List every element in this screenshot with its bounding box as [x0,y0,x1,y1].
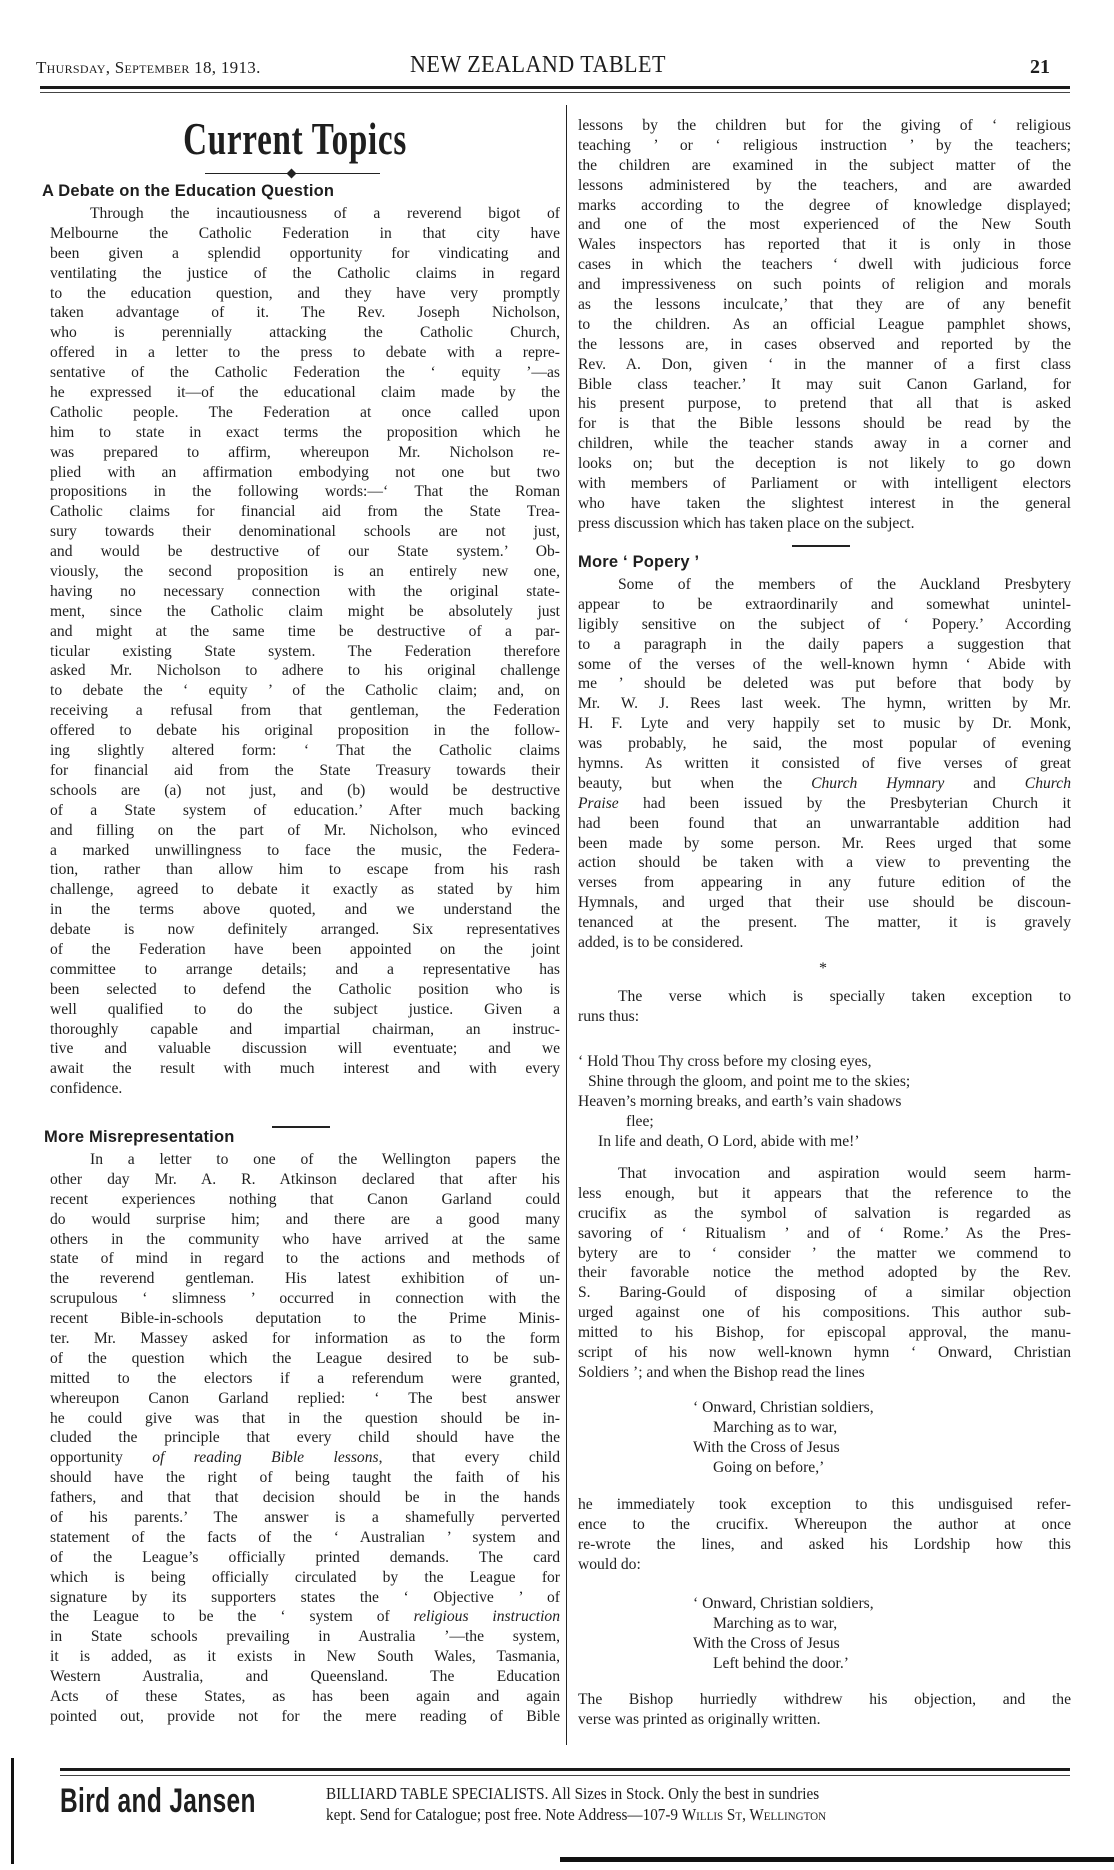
text-line: with members of Parliament or with intelligent electors [578,475,1071,493]
text-line: thoroughly capable and impartial chairman, an instruc- [50,1020,560,1038]
text-line: In a letter to one of the Wellington papers the [90,1151,560,1168]
text-line: That invocation and aspiration would seem harm- [618,1165,1071,1182]
text-line: re-wrote the lines, and asked his Lordship how this [578,1535,1071,1553]
text-line: marks according to the degree of knowledge displayed; [578,196,1071,214]
text-line: receiving a refusal from that gentleman, the Federation [50,702,560,720]
text-line: confidence. [50,1080,123,1098]
text-line: Hymnals, and urged that their use should be discoun- [578,894,1071,912]
text-line: Rev. A. Don, given ‘ in the manner of a first class [578,355,1071,373]
text-line: urged against one of his compositions. This author sub- [578,1304,1071,1322]
hymn-verse-abide-with-me [578,1052,1071,1151]
text-line: and filling on the part of Mr. Nicholson, who evinced [50,821,560,839]
text-line: of the question which the League desired to be sub- [50,1349,560,1367]
masthead-rule-thin [40,92,1070,93]
text-line: offered in a letter to the press to debate with a repre- [50,344,560,362]
text-line: ventilating the justice of the Catholic claims in regard [50,264,560,282]
advertiser-brand: Bird and Jansen [60,1782,256,1820]
text-line: the lessons are, in cases observed and reported by the [578,335,1071,353]
text-line: whereupon Canon Garland replied: ‘ The best answer [50,1389,560,1407]
text-line: lessons administered by the teachers, and are awarded [578,176,1071,194]
text-line: him to state in exact terms the proposition which he [50,423,560,441]
article-body [578,575,1071,953]
text-line: Through the incautiousness of a reverend bigot of [90,205,560,222]
text-line: Praise had been issued by the Presbyterian Church it [578,794,1071,812]
text-line: their favorable notice the method adopted by the Rev. [578,1264,1071,1282]
text-line: it is added, as it exists in New South Wales, Tasmania, [50,1648,560,1666]
text-line: for is that the Bible lessons should be read by the [578,415,1071,433]
text-line: Soldiers ’; and when the Bishop read the lines [578,1363,865,1381]
text-line: propositions in the following words:—‘ That the Roman [50,483,560,501]
text-line: had been found that an unwarrantable addition had [578,814,1071,832]
verse-line: Shine through the gloom, and point me to the skies; [588,1072,911,1090]
text-line: opportunity of reading Bible lessons, that every child [50,1449,560,1467]
text-line: beauty, but when the Church Hymnary and Church [578,774,1071,792]
article-heading: More Misrepresentation [44,1128,235,1146]
article-misrepresentation-continued [578,116,1071,534]
text-line: Mr. W. J. Rees last week. The hymn, written by Mr. [578,695,1071,713]
text-line: tion, rather than allow him to escape from his rash [50,861,560,879]
text-line: verse was printed as originally written. [578,1710,821,1728]
text-line: been made by some person. Mr. Rees urged that some [578,834,1071,852]
text-line: mitted to his Bishop, for episcopal approval, the manu- [578,1324,1071,1342]
text-line: sury towards their denominational schools are not just, [50,523,560,541]
text-line: offered to debate his original proposition in the follow- [50,722,560,740]
section-title: Current Topics [183,113,407,164]
article-popery-closing [578,1690,1071,1730]
text-line: been selected to defend the Catholic position who is [50,980,560,998]
text-line: script of his now well-known hymn ‘ Onward, Christian [578,1344,1071,1362]
text-line: for financial aid from the State Treasury towards their [50,761,560,779]
text-line: viously, the second proposition is an entirely new one, [50,563,560,581]
verse-line: ‘ Onward, Christian soldiers, [693,1399,874,1416]
advertisement-rule [60,1768,1070,1771]
hymn-verse-onward-rewritten [578,1594,1071,1674]
text-line: looks on; but the deception is not likely to go down [578,455,1071,473]
text-line: cluded the principle that every child should have the [50,1429,560,1447]
article-body [50,204,560,1099]
text-line: in State schools prevailing in Australia ’—the system, [50,1628,560,1646]
page-edge-mark [11,1758,14,1864]
text-line: to debate the ‘ equity ’ of the Catholic claim; and, on [50,682,560,700]
text-line: do would surprise him; and there are a good many [50,1210,560,1228]
issue-date: Thursday, September 18, 1913. [36,58,261,77]
text-line: who have taken the slightest interest in the general [578,494,1071,512]
text-line: a marked unwillingness to face the music, the Federa- [50,841,560,859]
text-line: ticular existing State system. The Federation therefore [50,642,560,660]
text-line: and impressiveness on such points of religion and morals [578,276,1071,294]
text-line: other day Mr. A. R. Atkinson declared that after his [50,1170,560,1188]
text-line: would do: [578,1555,641,1573]
verse-line: Marching as to war, [713,1614,838,1632]
text-line: was prepared to affirm, whereupon Mr. Nicholson re- [50,443,560,461]
text-line: of his parents.’ The answer is a shamefully perverted [50,1509,560,1527]
text-line: to the education question, and they have very promptly [50,284,560,302]
text-line: savoring of ‘ Ritualism ’ and of ‘ Rome.’ As the Pres- [578,1224,1071,1242]
advertiser-address: Willis St, Wellington [681,1805,827,1824]
text-line: he could give was that in the question should be in- [50,1409,560,1427]
text-line: was probably, he said, the most popular of evening [578,735,1071,753]
verse-line: In life and death, O Lord, abide with me!’ [598,1132,860,1150]
text-line: appear to be extraordinarily and somewhat unintel- [578,595,1071,613]
text-line: taken advantage of it. The Rev. Joseph Nicholson, [50,304,560,322]
text-line: and one of the most experienced of the New South [578,216,1071,234]
verse-line: Marching as to war, [713,1418,838,1436]
text-line: of the League’s officially printed demands. The card [50,1548,560,1566]
text-line: crucifix as the symbol of salvation is regarded as [578,1204,1071,1222]
text-line: teaching ’ or ‘ religious instruction ’ by the teachers; [578,136,1071,154]
text-line: action should be taken with a view to preventing the [578,854,1071,872]
text-line: runs thus: [578,1007,640,1025]
text-line: Bible class teacher.’ It may suit Canon Garland, for [578,375,1071,393]
text-line: debate is now definitely arranged. Six representatives [50,921,560,939]
verse-line: ‘ Hold Thou Thy cross before my closing eyes, [578,1053,872,1070]
text-line: the children are examined in the subject matter of the [578,156,1071,174]
article-separator [792,545,850,547]
article-popery-intro [578,987,1071,1027]
text-line: some of the verses of the well-known hymn ‘ Abide with [578,655,1071,673]
text-line: cases in which the teachers ‘ dwell with judicious force [578,256,1071,274]
text-line: of the Federation have been appointed on the joint [50,940,560,958]
text-line: bytery are to ‘ consider ’ the matter we commend to [578,1244,1071,1262]
text-line: the League to be the ‘ system of religious instruction [50,1608,560,1626]
article-popery-after-verse [578,1495,1071,1575]
text-line: lessons by the children but for the giving of ‘ religious [578,117,1071,134]
text-line: ligibly sensitive on the subject of ‘ Popery.’ According [578,615,1071,633]
text-line: he immediately took exception to this undisguised refer- [578,1496,1071,1513]
article-body-continued [578,116,1071,534]
text-line: H. F. Lyte and very happily set to music by Dr. Monk, [578,715,1071,733]
verse-line: ‘ Onward, Christian soldiers, [693,1595,874,1612]
asterisk-divider: * [819,960,827,977]
text-line: ing slightly altered form: ‘ That the Catholic claims [50,742,560,760]
text-line: to a paragraph in the daily papers a suggestion that [578,635,1071,653]
text-line: recent Bible-in-schools deputation to the Prime Minis- [50,1310,560,1328]
page-bottom-rule [560,1857,1114,1862]
text-line: await the result with much interest and with every [50,1060,560,1078]
verse-line: Going on before,’ [713,1458,825,1476]
text-line: tive and valuable discussion will eventuate; and we [50,1040,560,1058]
text-line: statement of the facts of the ‘ Australian ’ system and [50,1528,560,1546]
advertisement-line-1: BILLIARD TABLE SPECIALISTS. All Sizes in Stock. Only the best in sundries [326,1784,820,1803]
text-line: should have the right of being taught the faith of his [50,1469,560,1487]
text-line: committee to arrange details; and a representative has [50,960,560,978]
text-line: schools are (a) not just, and (b) would be destructive [50,781,560,799]
article-heading: More ‘ Popery ’ [578,553,700,571]
text-line: fathers, and that that decision should be in the hands [50,1489,560,1507]
text-line: Western Australia, and Queensland. The Education [50,1668,560,1686]
text-line: less enough, but it appears that the reference to the [578,1184,1071,1202]
text-line: sentative of the Catholic Federation the ‘ equity ’—as [50,364,560,382]
text-line: the reverend gentleman. His latest exhibition of un- [50,1270,560,1288]
text-line: ter. Mr. Massey asked for information as to the form [50,1330,560,1348]
text-line: The verse which is specially taken exception to [618,988,1071,1005]
text-line: The Bishop hurriedly withdrew his objection, and the [578,1691,1071,1708]
text-line: who is perennially attacking the Catholic Church, [50,324,560,342]
verse-line: Left behind the door.’ [713,1654,849,1672]
text-line: Acts of these States, as has been again and again [50,1688,560,1706]
text-line: asked Mr. Nicholson to adhere to his original challenge [50,662,560,680]
masthead-rule [40,86,1070,89]
text-line: hymns. As written it consisted of five verses of great [578,755,1071,773]
text-line: ment, since the Catholic claim might be absolutely just [50,602,560,620]
verse-line: Heaven’s morning breaks, and earth’s vain shadows [578,1092,902,1110]
text-line: others in the community who have arrived at the same [50,1230,560,1248]
article-misrepresentation [44,1128,560,1727]
text-line: added, is to be considered. [578,934,744,952]
text-line: tenanced at the present. The matter, it is gravely [578,914,1071,932]
text-line: plied with an affirmation embodying not one but two [50,463,560,481]
verse-line: flee; [626,1112,654,1130]
text-line: pointed out, provide not for the mere reading of Bible [50,1707,560,1725]
article-heading: A Debate on the Education Question [42,182,335,200]
text-line: and might at the same time be destructive of a par- [50,622,560,640]
text-line: Melbourne the Catholic Federation in that city have [50,224,560,242]
text-line: been given a splendid opportunity for vindicating and [50,244,560,262]
text-line: Wales inspectors has reported that it is only in those [578,236,1071,254]
column-divider [566,105,567,1745]
text-line: which is being officially circulated by the League for [50,1568,560,1586]
text-line: Some of the members of the Auckland Presbytery [618,576,1071,593]
text-line: recent experiences nothing that Canon Garland could [50,1190,560,1208]
advertisement-text: kept. Send for Catalogue; post free. Note Address—107-9 [326,1805,682,1824]
text-line: state of mind in regard to the actions and methods of [50,1250,560,1268]
text-line: in the terms above quoted, and we understand the [50,901,560,919]
text-line: press discussion which has taken place on the subject. [578,514,915,532]
text-line: of a State system of education.’ After much backing [50,801,560,819]
text-line: verses from appearing in any future edition of the [578,874,1071,892]
verse-line: With the Cross of Jesus [693,1438,840,1456]
text-line: S. Baring-Gould of disposing of a similar objection [578,1284,1071,1302]
advertisement-line-2 [326,1805,1011,1825]
article-body [50,1150,560,1727]
text-line: Catholic claims for financial aid from the State Trea- [50,503,560,521]
advertisement-rule-thin [60,1775,1070,1776]
text-line: ence to the crucifix. Whereupon the author at once [578,1515,1071,1533]
text-line: and would be destructive of our State system.’ Ob- [50,543,560,561]
verse-line: With the Cross of Jesus [693,1634,840,1652]
diamond-ornament-icon [287,169,297,179]
text-line: to the children. As an official League pamphlet shows, [578,315,1071,333]
article-popery-middle [578,1164,1071,1383]
text-line: he expressed it—of the educational claim made by the [50,384,560,402]
text-line: well qualified to do the subject justice. Given a [50,1000,560,1018]
hymn-verse-onward-original [578,1398,1071,1478]
article-debate [42,182,560,1099]
text-line: having no necessary connection with the original state- [50,582,560,600]
publication-title: NEW ZEALAND TABLET [410,52,666,78]
text-line: Catholic people. The Federation at once called upon [50,403,560,421]
text-line: me ’ should be deleted was put before that body by [578,675,1071,693]
text-line: his present purpose, to pretend that all that is asked [578,395,1071,413]
text-line: scrupulous ‘ slimness ’ occurred in connection with the [50,1290,560,1308]
text-line: children, while the teacher stands away in a corner and [578,435,1071,453]
text-line: signature by its supporters states the ‘ Objective ’ of [50,1588,560,1606]
text-line: as the lessons inculcate,’ that they are of any benefit [578,296,1071,314]
article-popery [578,553,1071,953]
text-line: challenge, agreed to debate it exactly as stated by him [50,881,560,899]
text-line: mitted to the electors if a referendum were granted, [50,1369,560,1387]
page-number: 21 [1030,56,1050,78]
